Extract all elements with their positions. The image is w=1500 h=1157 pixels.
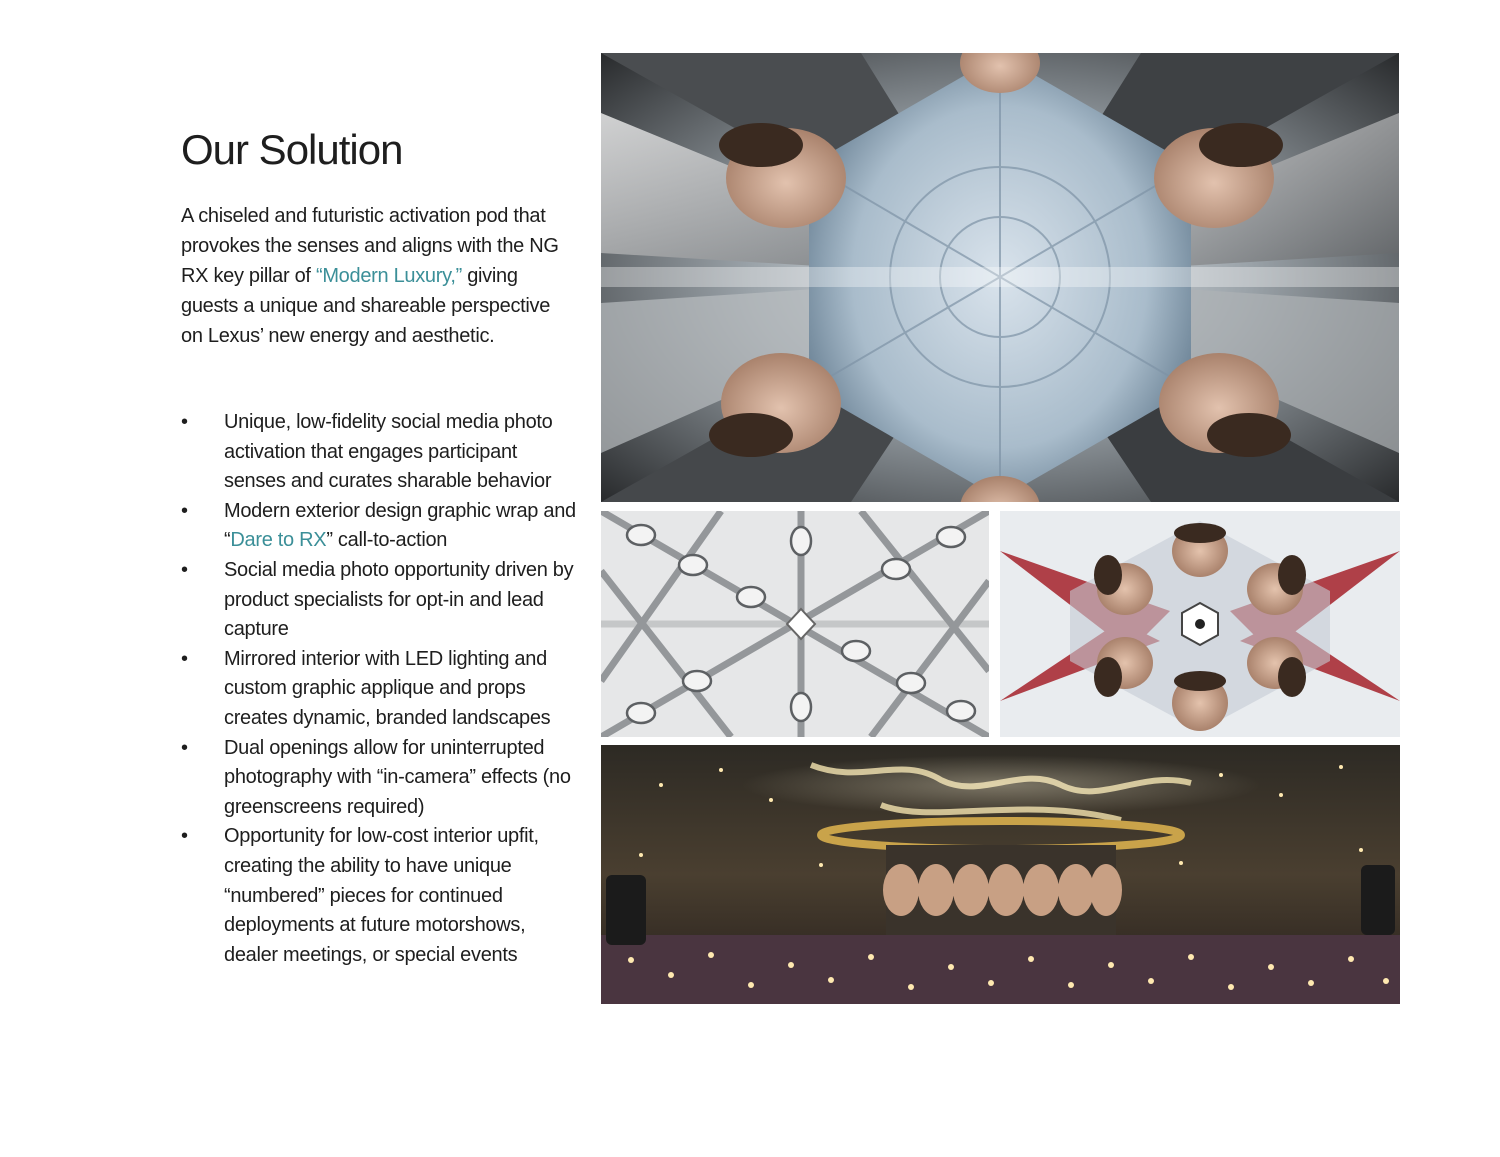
bullet-text-end: ” call-to-action: [326, 529, 448, 552]
bullet-text: Opportunity for low-cost interior upfit, creating the ability to have unique “numbered” pieces for continued deployments at future motorshows, dealer meetings, or special events: [224, 825, 539, 966]
bullet-dot: •: [181, 825, 188, 848]
mirrored-interior-photo: [601, 745, 1400, 1004]
page-title: Our Solution: [181, 126, 403, 173]
bullet-text-start: Modern exterior design graphic wrap and “: [224, 499, 576, 552]
intro-text-end: giving guests a unique and shareable perspective on Lexus’ new energy and aesthetic.: [181, 265, 551, 347]
bullet-dot: •: [181, 736, 188, 759]
kaleidoscope-red-faces-photo: [1000, 511, 1400, 737]
bullet-text: Mirrored interior with LED lighting and custom graphic applique and props creates dynamic, branded landscapes: [224, 647, 551, 729]
bullet-dot: •: [181, 558, 188, 581]
bullet-text: Dual openings allow for uninterrupted photography with “in-camera” effects (no greenscreens required): [224, 736, 571, 818]
kaleidoscope-faces-photo: [601, 53, 1399, 502]
intro-paragraph: [181, 201, 576, 351]
modern-luxury-highlight: “Modern Luxury,”: [315, 265, 462, 287]
bullet-dot: •: [181, 647, 188, 670]
bullet-item: [181, 822, 581, 970]
chain-pattern-photo: [601, 511, 989, 737]
bullet-dot: •: [181, 499, 188, 522]
solution-bullet-list: [181, 408, 581, 970]
bullet-item: [181, 497, 581, 556]
intro-text-start: A chiseled and futuristic activation pod that provokes the senses and aligns with the NG RX key pillar of: [181, 205, 559, 287]
bullet-text: Social media photo opportunity driven by product specialists for opt-in and lead capture: [224, 558, 574, 641]
bullet-item: [181, 408, 581, 497]
bullet-text: Unique, low-fidelity social media photo activation that engages participant senses and curates sharable behavior: [224, 411, 553, 493]
bullet-item: [181, 734, 581, 823]
bullet-dot: •: [181, 411, 188, 433]
dare-to-rx-highlight: Dare to RX: [230, 529, 327, 552]
bullet-item: [181, 556, 581, 645]
bullet-item: [181, 645, 581, 734]
